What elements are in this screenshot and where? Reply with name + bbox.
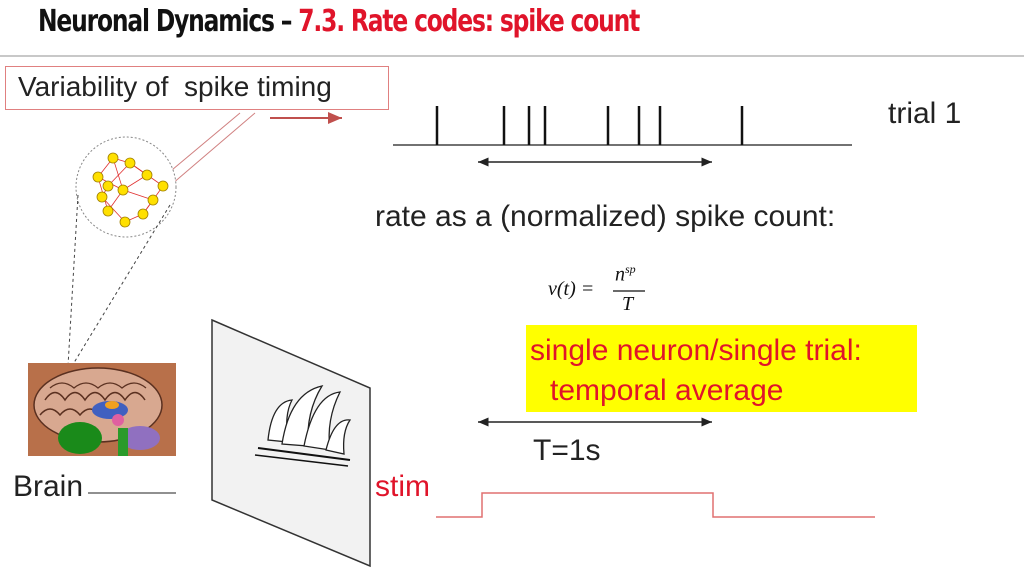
highlight-box: [526, 325, 917, 412]
brain-image: [28, 363, 176, 456]
rate-formula: [548, 278, 594, 301]
highlight-line1: single neuron/single trial:: [530, 334, 862, 367]
variability-label-box: Variability of spike timing: [5, 66, 389, 110]
stimulus-trace: [436, 493, 875, 517]
formula-numerator: $n^{sp}$: [615, 262, 636, 286]
title-section: 7.3. Rate codes: spike count: [298, 4, 640, 39]
spike-train: [393, 106, 852, 145]
formula-lhs: ν(t) =: [548, 278, 595, 300]
stim-label: stim: [375, 470, 430, 503]
neuron-network: [76, 113, 255, 237]
formula-superscript: sp: [625, 262, 636, 276]
rate-description: rate as a (normalized) spike count:: [375, 200, 836, 233]
brain-label: Brain: [13, 470, 84, 503]
formula-denominator: T: [622, 293, 634, 315]
duration-label: T=1s: [533, 434, 601, 467]
title-main: Neuronal Dynamics –: [38, 4, 299, 39]
highlight-line2: temporal average: [550, 374, 784, 407]
stimulus-screen: [212, 320, 370, 566]
trial-label: trial 1: [888, 97, 962, 130]
